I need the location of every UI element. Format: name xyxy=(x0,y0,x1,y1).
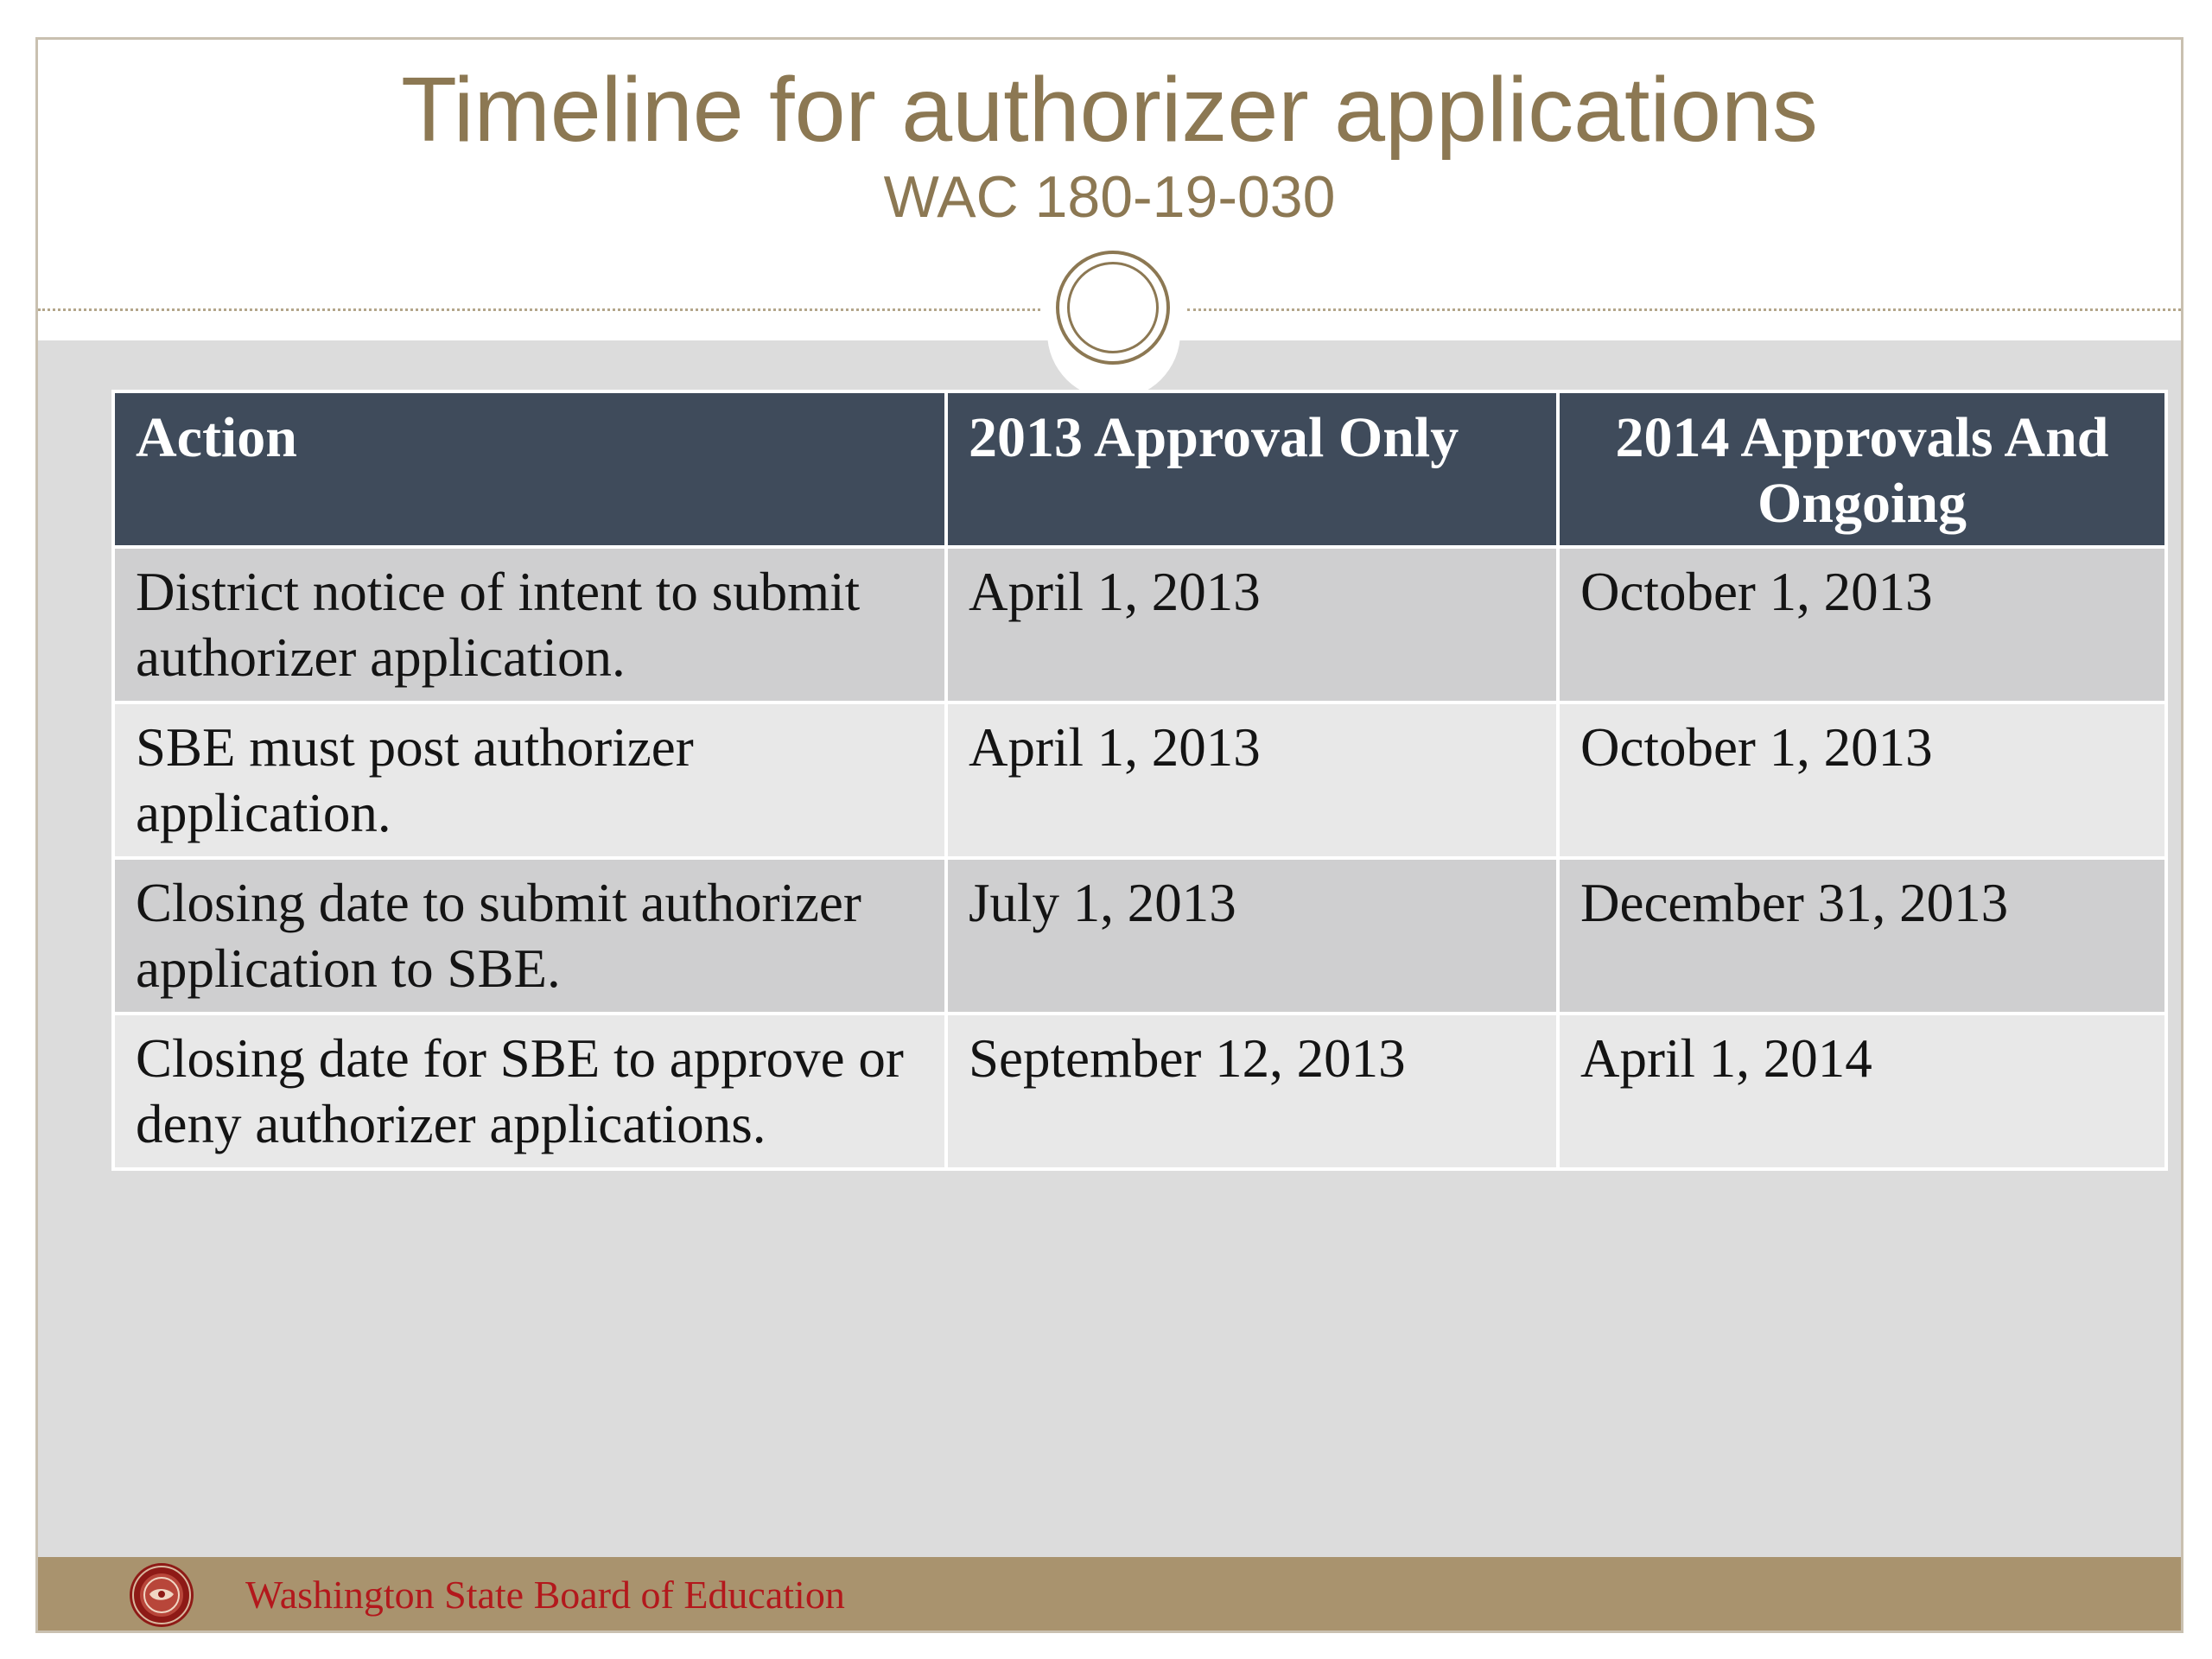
cell-2014-date: October 1, 2013 xyxy=(1558,547,2166,702)
header-2014-approvals: 2014 Approvals And Ongoing xyxy=(1558,391,2166,547)
table-header-row xyxy=(113,391,2166,547)
cell-2013-date: July 1, 2013 xyxy=(946,858,1558,1014)
cell-2014-date: December 31, 2013 xyxy=(1558,858,2166,1014)
cell-2014-date: April 1, 2014 xyxy=(1558,1014,2166,1169)
state-board-seal-icon xyxy=(128,1561,195,1629)
timeline-table xyxy=(111,390,2168,1171)
header-2013-approval: 2013 Approval Only xyxy=(946,391,1558,547)
cell-2014-date: October 1, 2013 xyxy=(1558,702,2166,858)
cell-2013-date: September 12, 2013 xyxy=(946,1014,1558,1169)
cell-action: Closing date to submit authorizer application to SBE. xyxy=(113,858,946,1014)
circle-ornament-icon xyxy=(1056,251,1170,365)
table-row xyxy=(113,547,2166,702)
table-row xyxy=(113,1014,2166,1169)
header-action: Action xyxy=(113,391,946,547)
divider-left xyxy=(38,308,1040,311)
cell-2013-date: April 1, 2013 xyxy=(946,702,1558,858)
footer-bar xyxy=(38,1557,2181,1633)
slide-subtitle: WAC 180-19-030 xyxy=(883,164,1336,230)
cell-action: SBE must post authorizer application. xyxy=(113,702,946,858)
slide-title: Timeline for authorizer applications xyxy=(401,59,1818,161)
organization-name: Washington State Board of Education xyxy=(245,1573,845,1617)
circle-ornament-inner xyxy=(1067,262,1159,353)
cell-action: District notice of intent to submit authorizer application. xyxy=(113,547,946,702)
table-row xyxy=(113,858,2166,1014)
cell-2013-date: April 1, 2013 xyxy=(946,547,1558,702)
slide xyxy=(35,37,2183,1633)
table-row xyxy=(113,702,2166,858)
divider-right xyxy=(1187,308,2181,311)
cell-action: Closing date for SBE to approve or deny authorizer applications. xyxy=(113,1014,946,1169)
